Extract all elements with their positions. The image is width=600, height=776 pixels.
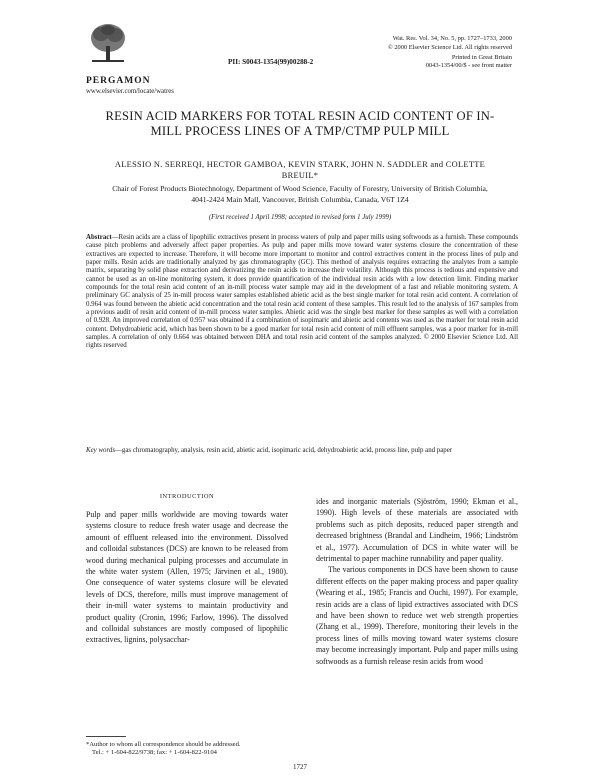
correspondence-footnote xyxy=(86,741,316,757)
paper-title: RESIN ACID MARKERS FOR TOTAL RESIN ACID CONTENT OF IN-MILL PROCESS LINES OF A TMP/CTMP PULP MILL xyxy=(105,109,495,139)
journal-copyright: © 2000 Elsevier Science Ltd. All rights reserved xyxy=(387,44,512,51)
keywords-label: Key words xyxy=(86,447,116,454)
journal-issn: 0043-1354/00/$ - see front matter xyxy=(425,62,512,69)
footnote-line-1: *Author to whom all correspondence should be addressed. xyxy=(86,741,241,748)
intro-paragraph-2: The various components in DCS have been shown to cause different effects on the paper making process and paper quality (Wearing et al., 1985; Francis and Ouchi, 1997). For example, resin acids are a class of lipid extractives associated with DCS and have been shown to reduce wet web strength properties (Zhang et al., 1999). Therefore, monitoring their levels in the process lines of mills moving toward water systems closure may become increasingly important. Pulp and paper mills using softwoods as a furnish release resin acids from wood xyxy=(316,565,518,666)
affiliation: Chair of Forest Products Biotechnology, Department of Wood Science, Faculty of Forestry, University of British Columbia, 4041-2424 Main Mall, Vancouver, British Columbia, Canada, V6T 1Z4 xyxy=(112,184,488,204)
abstract-text: —Resin acids are a class of lipophilic extractives present in process waters of pulp and paper mills using softwoods as a furnish. These compounds cause pitch problems and adversely affect paper properties. As pulp and paper mills move toward water systems closure the concentration of these extractives are expected to increase. Therefore, it will become more important to monitor and control extractives content in the process lines of pulp and paper mills. Resin acids are traditionally analyzed by gas chromatography (GC). This method of analysis requires extracting the analytes from a sample matrix, separating by solid phase extraction and derivatizing the resin acids to increase their volatility. Although this process is tedious and expensive and cannot be used as an on-line monitoring system, it does provide quantification of the individual resin acids with a low detection limit. Finding marker compounds for the total resin acid content of an in-mill process water sample may aid in the development of a fast and reliable monitoring system. A preliminary GC analysis of 25 in-mill process water samples established abietic acid as the best single marker for total resin acid content. A correlation of 0.964 was found between the abietic acid concentration and the total resin acid content of these samples. This result led to the analysis of 167 samples from a previous audit of resin acid content of in-mill process water samples. Abietic acid was the single best marker for these samples as well with a correlation of 0.928. An improved correlation of 0.957 was obtained if a combination of isopimaric and abietic acid contents was used as the marker for total resin acid content. Dehydroabietic acid, which has been shown to be a good marker for total resin acid content of mill effluent samples, was a poor marker for in-mill samples. A correlation of only 0.664 was obtained between DHA and total resin acid content of the samples analyzed. © 2000 Elsevier Science Ltd. All rights reserved xyxy=(86,234,518,350)
elsevier-tree-icon xyxy=(86,22,130,66)
abstract-label: Abstract xyxy=(86,234,112,241)
abstract xyxy=(86,234,518,351)
keywords xyxy=(86,447,518,456)
keywords-text: —gas chromatography, analysis, resin acid, abietic acid, isopimaric acid, dehydroabietic acid, process line, pulp and paper xyxy=(115,447,453,454)
pii-code: PII: S0043-1354(99)00288-2 xyxy=(228,58,314,66)
publisher-url: www.elsevier.com/locate/watres xyxy=(86,88,174,95)
journal-printed: Printed in Great Britain xyxy=(451,54,512,61)
received-dates: (First received 1 April 1998; accepted in revised form 1 July 1999) xyxy=(208,214,392,221)
footnote-line-2: Tel.: + 1-604-822/9738; fax: + 1-604-822-9104 xyxy=(92,749,217,756)
journal-citation: Wat. Res. Vol. 34, No. 5, pp. 1727–1733, 2000 xyxy=(392,35,512,42)
intro-paragraph-1-continued: ides and inorganic materials (Sjöström, 1990; Ekman et al., 1990). High levels of these materials are associated with problems such as pitch deposits, reduced paper strength and decreased brightness (Brandal and Lindheim, 1966; Lindström et al., 1977). Accumulation of DCS in white water will be detrimental to paper machine runnability and paper quality. xyxy=(316,497,518,564)
author-list: ALESSIO N. SERREQI, HECTOR GAMBOA, KEVIN STARK, JOHN N. SADDLER and COLETTE BREUIL* xyxy=(114,160,486,180)
publisher-name: PERGAMON xyxy=(86,76,151,86)
body-column-left xyxy=(86,509,288,646)
intro-paragraph-1: Pulp and paper mills worldwide are moving towards water systems closure to reduce fresh water usage and decrease the amount of effluent released into the environment. Dissolved and colloidal substances (DCS) are known to be released from wood during mechanical pulping processes and accumulate in the white water system (Allen, 1975; Järvinen et al., 1980). One consequence of water systems closure will be elevated levels of DCS, therefore, mills must improve management of their in-mill water systems to maintain productivity and product quality (Cronin, 1996; Farlow, 1996). The dissolved and colloidal substances are mostly composed of lipophilic extractives, lignins, polysacchar- xyxy=(86,510,288,645)
page-number: 1727 xyxy=(293,763,307,771)
body-column-right xyxy=(316,496,518,667)
footnote-rule xyxy=(86,736,126,737)
section-heading-introduction: INTRODUCTION xyxy=(159,493,215,500)
